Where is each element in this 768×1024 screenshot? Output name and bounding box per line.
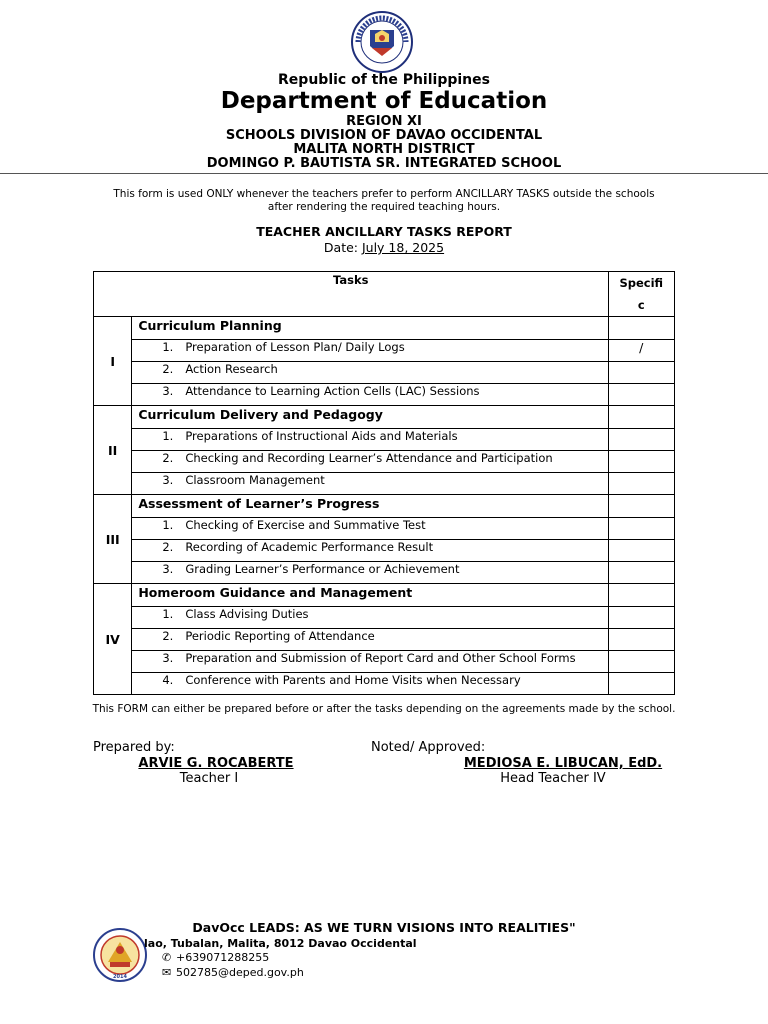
task-label: Recording of Academic Performance Result: [185, 540, 434, 554]
table-header-row: [94, 272, 675, 317]
section-number: IV: [94, 584, 132, 695]
prepared-by-label: Prepared by:: [93, 740, 175, 755]
district-heading: MALITA NORTH DISTRICT: [293, 142, 475, 157]
section-number: III: [94, 495, 132, 584]
task-label: Grading Learner’s Performance or Achievement: [185, 562, 460, 576]
form-usage-note: This form is used ONLY whenever the teachers prefer to perform ANCILLARY TASKS outside the schools after rendering the required teaching hours.: [113, 188, 655, 213]
task-row: [94, 673, 675, 695]
task-item: [132, 607, 608, 629]
task-item: [132, 651, 608, 673]
section-number: II: [94, 406, 132, 495]
tasks-column-header: Tasks: [94, 272, 609, 317]
category-row: [94, 495, 675, 518]
specific-mark: [608, 540, 674, 562]
task-label: Checking of Exercise and Summative Test: [185, 518, 426, 532]
division-motto: DavOcc LEADS: AS WE TURN VISIONS INTO REALITIES": [192, 920, 576, 935]
department-heading: Department of Education: [220, 88, 548, 114]
specific-mark: [608, 629, 674, 651]
specific-cell: [608, 584, 674, 607]
region-heading: REGION XI: [346, 114, 422, 129]
task-item: [132, 362, 608, 384]
category-label: Homeroom Guidance and Management: [132, 584, 608, 607]
specific-mark: [608, 651, 674, 673]
task-label: Checking and Recording Learner’s Attendance and Participation: [185, 451, 553, 465]
task-row: [94, 651, 675, 673]
school-heading: DOMINGO P. BAUTISTA SR. INTEGRATED SCHOOL: [206, 156, 562, 171]
phone-number: +639071288255: [176, 951, 270, 964]
specific-mark: /: [608, 340, 674, 362]
task-label: Class Advising Duties: [185, 607, 309, 621]
task-item: [132, 629, 608, 651]
school-phone: [162, 951, 269, 964]
specific-mark: [608, 607, 674, 629]
specific-column-header: Specifi c: [608, 272, 674, 317]
specific-mark: [608, 384, 674, 406]
category-row: [94, 406, 675, 429]
deped-seal-logo: [348, 10, 416, 74]
republic-heading: Republic of the Philippines: [278, 72, 490, 88]
specific-mark: [608, 673, 674, 695]
email-address: 502785@deped.gov.ph: [176, 966, 304, 979]
task-row: [94, 540, 675, 562]
specific-mark: [608, 429, 674, 451]
task-label: Conference with Parents and Home Visits when Necessary: [185, 673, 521, 687]
task-number: 3.: [162, 651, 174, 665]
email-icon: ✉: [162, 966, 172, 979]
task-item: [132, 384, 608, 406]
task-number: 2.: [162, 451, 174, 465]
form-footer-note: This FORM can either be prepared before or after the tasks depending on the agreements made by the school.: [92, 703, 676, 715]
task-item: [132, 340, 608, 362]
category-label: Assessment of Learner’s Progress: [132, 495, 608, 518]
specific-mark: [608, 562, 674, 584]
task-number: 3.: [162, 384, 174, 398]
task-row: [94, 340, 675, 362]
task-item: [132, 518, 608, 540]
prepared-by-name: ARVIE G. ROCABERTE: [138, 756, 294, 771]
task-row: [94, 518, 675, 540]
specific-mark: [608, 518, 674, 540]
header-divider: [0, 173, 768, 174]
task-row: [94, 384, 675, 406]
task-label: Preparation of Lesson Plan/ Daily Logs: [185, 340, 405, 354]
task-label: Attendance to Learning Action Cells (LAC) Sessions: [185, 384, 480, 398]
task-row: [94, 362, 675, 384]
task-number: 2.: [162, 629, 174, 643]
task-item: [132, 473, 608, 495]
task-label: Action Research: [185, 362, 278, 376]
noted-by-title: Head Teacher IV: [500, 771, 606, 786]
task-item: [132, 451, 608, 473]
task-number: 1.: [162, 340, 174, 354]
specific-mark: [608, 451, 674, 473]
school-logo: [92, 928, 148, 982]
task-item: [132, 562, 608, 584]
category-row: [94, 584, 675, 607]
task-number: 3.: [162, 562, 174, 576]
tasks-table: [93, 271, 675, 695]
phone-icon: ✆: [162, 951, 172, 964]
specific-cell: [608, 495, 674, 518]
task-number: 2.: [162, 362, 174, 376]
school-address: lao, Tubalan, Malita, 8012 Davao Occidental: [144, 937, 417, 950]
date-value: July 18, 2025: [361, 240, 445, 255]
date-label: Date:: [323, 240, 362, 255]
category-row: [94, 317, 675, 340]
task-row: [94, 629, 675, 651]
task-number: 2.: [162, 540, 174, 554]
specific-mark: [608, 473, 674, 495]
task-number: 1.: [162, 607, 174, 621]
task-number: 3.: [162, 473, 174, 487]
noted-by-label: Noted/ Approved:: [371, 740, 486, 755]
task-row: [94, 562, 675, 584]
task-number: 1.: [162, 429, 174, 443]
category-label: Curriculum Planning: [132, 317, 608, 340]
task-row: [94, 607, 675, 629]
task-item: [132, 540, 608, 562]
category-label: Curriculum Delivery and Pedagogy: [132, 406, 608, 429]
division-heading: SCHOOLS DIVISION OF DAVAO OCCIDENTAL: [225, 128, 543, 143]
svg-text:2014: 2014: [113, 974, 127, 980]
task-label: Periodic Reporting of Attendance: [185, 629, 375, 643]
section-number: I: [94, 317, 132, 406]
task-row: [94, 473, 675, 495]
prepared-by-title: Teacher I: [179, 771, 239, 786]
task-row: [94, 451, 675, 473]
specific-cell: [608, 317, 674, 340]
specific-mark: [608, 362, 674, 384]
report-title: TEACHER ANCILLARY TASKS REPORT: [256, 224, 512, 239]
task-item: [132, 429, 608, 451]
task-item: [132, 673, 608, 695]
task-row: [94, 429, 675, 451]
task-number: 1.: [162, 518, 174, 532]
noted-by-name: MEDIOSA E. LIBUCAN, EdD.: [463, 756, 663, 771]
task-label: Preparations of Instructional Aids and Materials: [185, 429, 458, 443]
task-number: 4.: [162, 673, 174, 687]
task-label: Preparation and Submission of Report Card and Other School Forms: [185, 651, 576, 665]
report-date: [0, 240, 768, 255]
school-email: [162, 966, 304, 979]
task-label: Classroom Management: [185, 473, 325, 487]
specific-cell: [608, 406, 674, 429]
